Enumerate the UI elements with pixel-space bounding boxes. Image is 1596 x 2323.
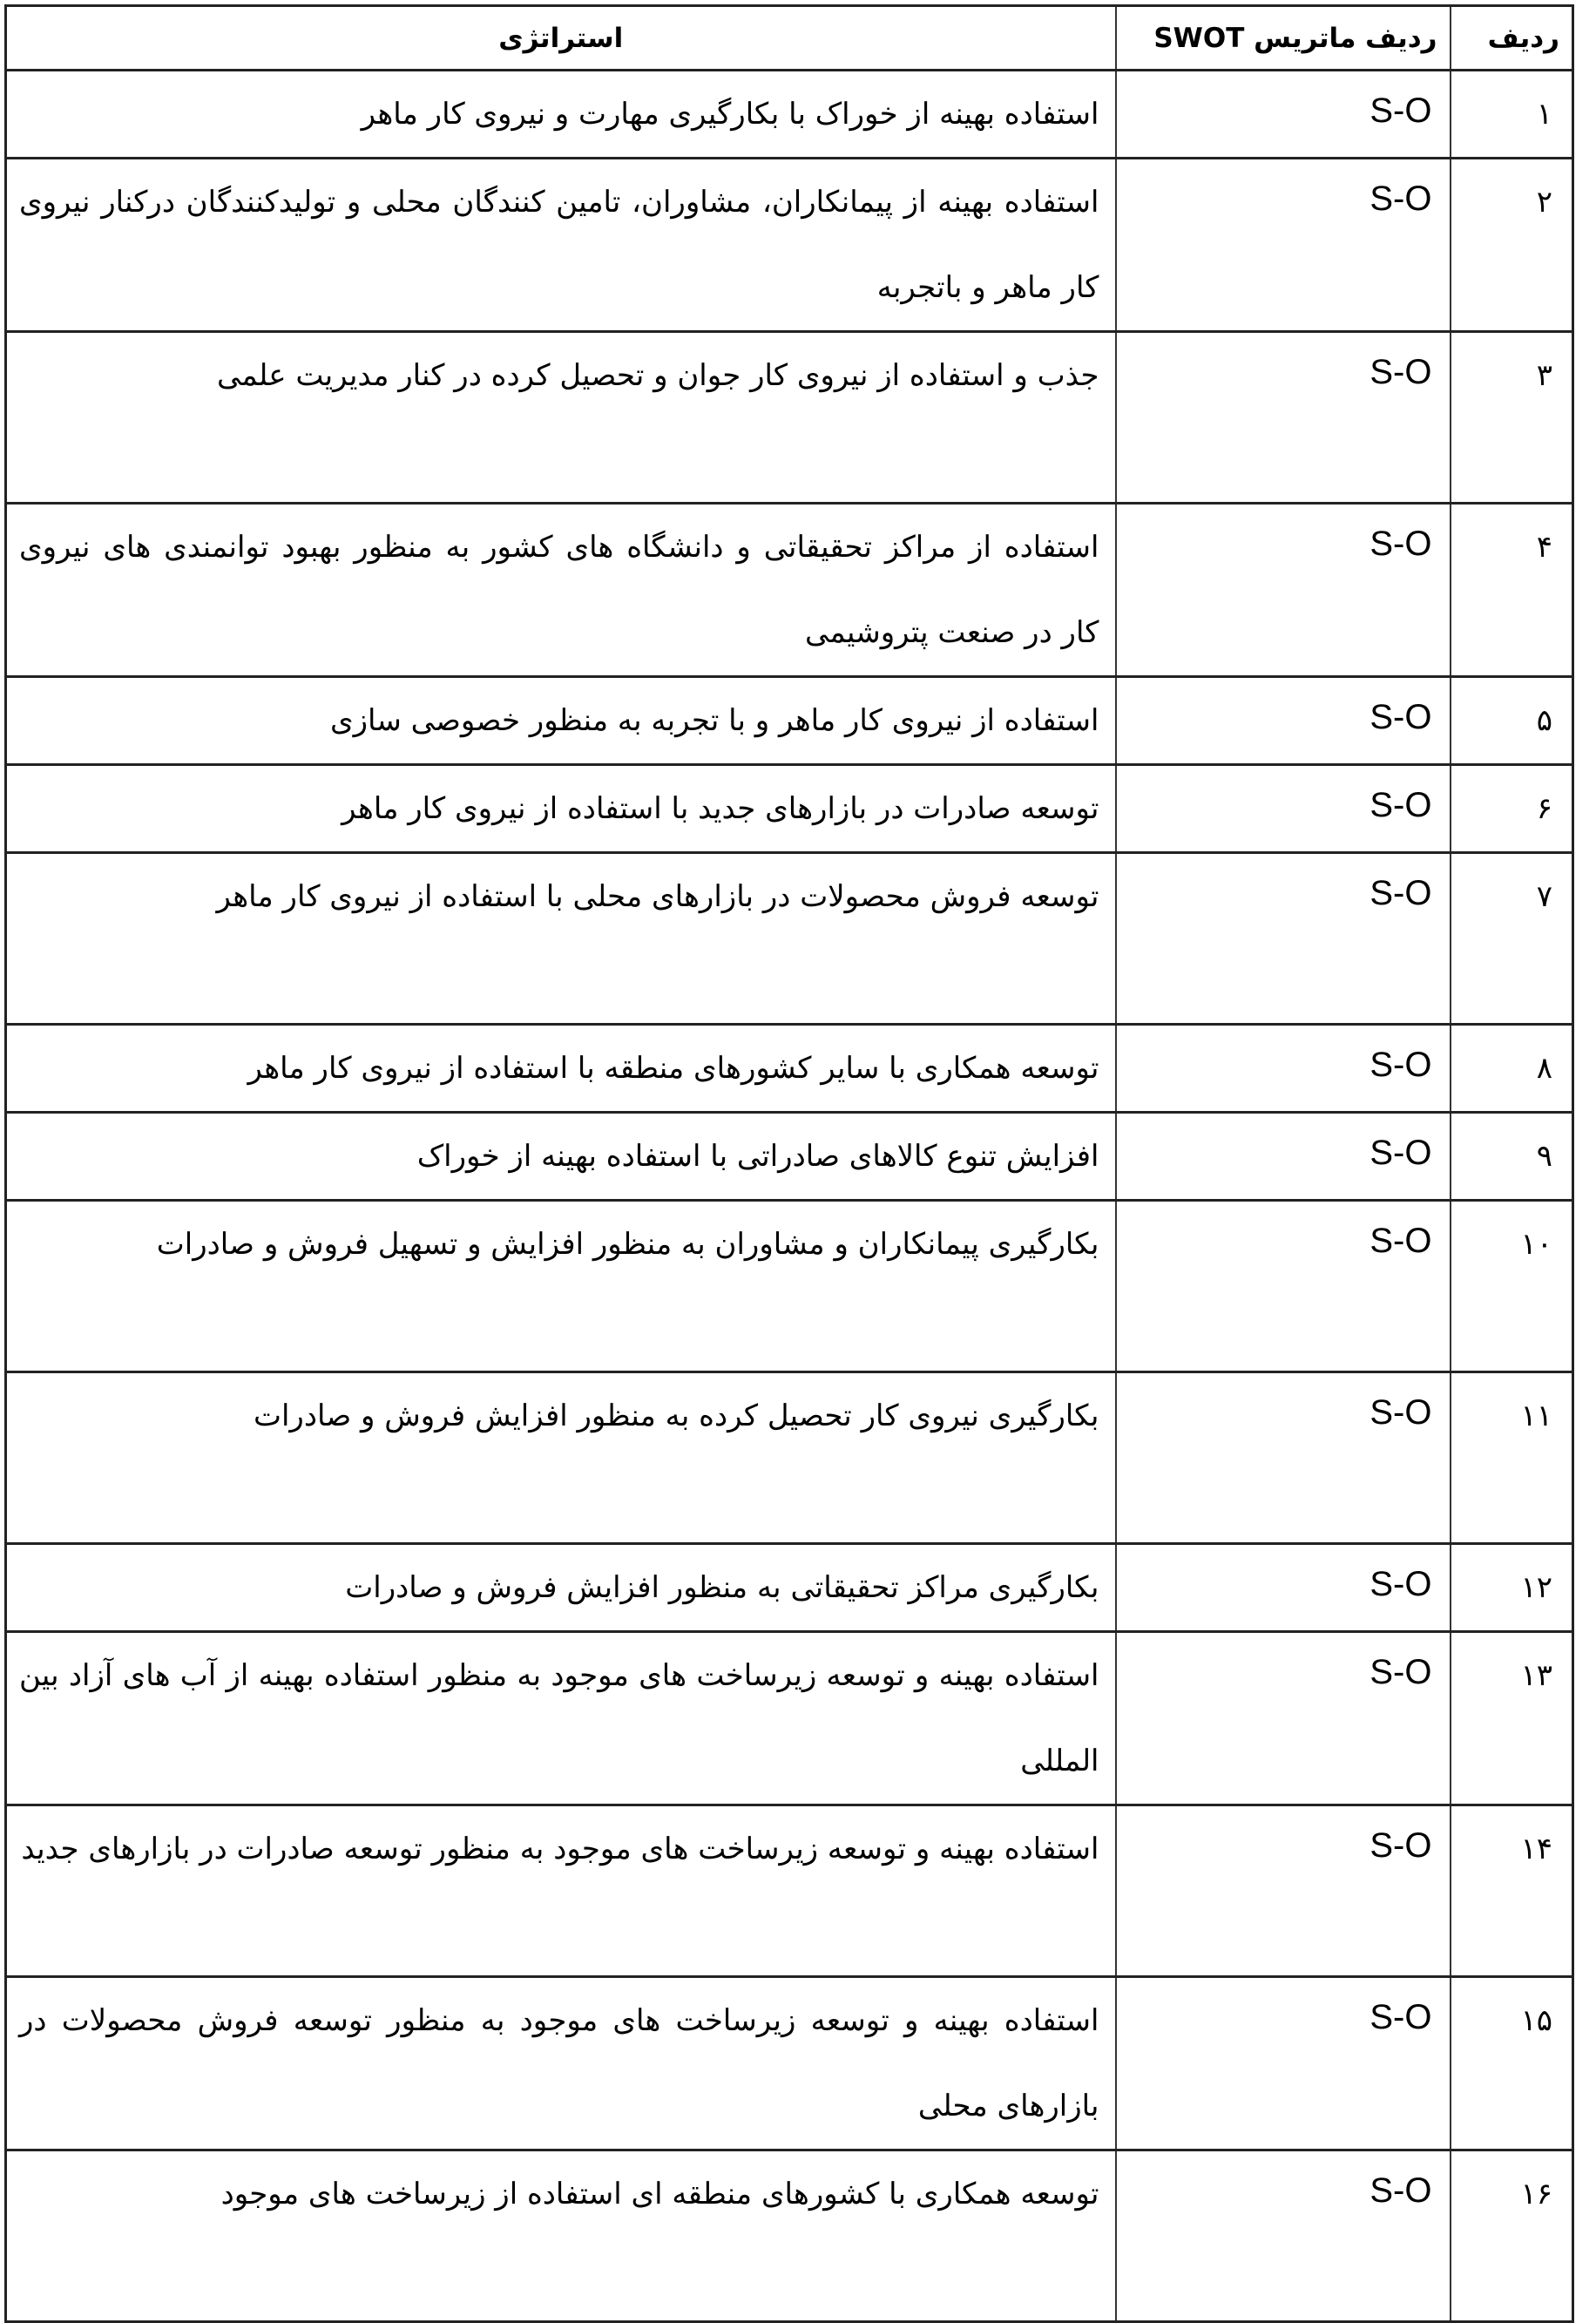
table-row — [6, 765, 1573, 853]
header-strategy: استراتژی — [6, 6, 1116, 71]
swot-cell: S-O — [1116, 765, 1451, 853]
row-number-cell: ۸ — [1451, 1025, 1573, 1113]
strategy-cell: استفاده بهینه و توسعه زیرساخت های موجود به منظور استفاده بهینه از آب های آزاد بین المللی — [6, 1632, 1116, 1805]
header-swot-row: ردیف ماتریس SWOT — [1116, 6, 1451, 71]
row-number-cell: ۲ — [1451, 159, 1573, 332]
swot-cell: S-O — [1116, 853, 1451, 1025]
row-number-cell: ۱۶ — [1451, 2150, 1573, 2322]
row-number-cell: ۱ — [1451, 71, 1573, 159]
swot-cell: S-O — [1116, 332, 1451, 504]
table-row — [6, 1201, 1573, 1372]
strategy-cell: افزایش تنوع کالاهای صادراتی با استفاده بهینه از خوراک — [6, 1113, 1116, 1201]
swot-cell: S-O — [1116, 1201, 1451, 1372]
table-row — [6, 504, 1573, 677]
table-row — [6, 1977, 1573, 2150]
row-number-cell: ۳ — [1451, 332, 1573, 504]
header-row — [6, 6, 1573, 71]
swot-cell: S-O — [1116, 71, 1451, 159]
swot-cell: S-O — [1116, 2150, 1451, 2322]
swot-cell: S-O — [1116, 1805, 1451, 1977]
strategy-cell: استفاده بهینه از پیمانکاران، مشاوران، تامین کنندگان محلی و تولیدکنندگان درکنار نیروی کار ماهر و باتجربه — [6, 159, 1116, 332]
row-number-cell: ۶ — [1451, 765, 1573, 853]
swot-cell: S-O — [1116, 504, 1451, 677]
row-number-cell: ۱۴ — [1451, 1805, 1573, 1977]
strategy-cell: استفاده از مراکز تحقیقاتی و دانشگاه های کشور به منظور بهبود توانمندی های نیروی کار در صنعت پتروشیمی — [6, 504, 1116, 677]
swot-strategy-table — [4, 4, 1574, 2323]
table-row — [6, 1372, 1573, 1544]
strategy-cell: جذب و استفاده از نیروی کار جوان و تحصیل کرده در کنار مدیریت علمی — [6, 332, 1116, 504]
swot-cell: S-O — [1116, 1544, 1451, 1632]
swot-cell: S-O — [1116, 159, 1451, 332]
table-row — [6, 677, 1573, 765]
strategy-cell: بکارگیری نیروی کار تحصیل کرده به منظور افزایش فروش و صادرات — [6, 1372, 1116, 1544]
table-row — [6, 1025, 1573, 1113]
table-row — [6, 1544, 1573, 1632]
table-row — [6, 853, 1573, 1025]
row-number-cell: ۹ — [1451, 1113, 1573, 1201]
strategy-cell: توسعه فروش محصولات در بازارهای محلی با استفاده از نیروی کار ماهر — [6, 853, 1116, 1025]
strategy-cell: توسعه همکاری با کشورهای منطقه ای استفاده از زیرساخت های موجود — [6, 2150, 1116, 2322]
table-row — [6, 332, 1573, 504]
strategy-cell: استفاده بهینه و توسعه زیرساخت های موجود به منظور توسعه صادرات در بازارهای جدید — [6, 1805, 1116, 1977]
strategy-cell: بکارگیری مراکز تحقیقاتی به منظور افزایش فروش و صادرات — [6, 1544, 1116, 1632]
table-row — [6, 1805, 1573, 1977]
table-header — [6, 6, 1573, 71]
row-number-cell: ۵ — [1451, 677, 1573, 765]
table-row — [6, 71, 1573, 159]
row-number-cell: ۴ — [1451, 504, 1573, 677]
table-body — [6, 71, 1573, 2322]
table-row — [6, 159, 1573, 332]
strategy-cell: استفاده بهینه و توسعه زیرساخت های موجود به منظور توسعه فروش محصولات در بازارهای محلی — [6, 1977, 1116, 2150]
row-number-cell: ۱۲ — [1451, 1544, 1573, 1632]
row-number-cell: ۷ — [1451, 853, 1573, 1025]
row-number-cell: ۱۰ — [1451, 1201, 1573, 1372]
table-row — [6, 2150, 1573, 2322]
strategy-cell: استفاده از نیروی کار ماهر و با تجربه به منظور خصوصی سازی — [6, 677, 1116, 765]
strategy-cell: توسعه همکاری با سایر کشورهای منطقه با استفاده از نیروی کار ماهر — [6, 1025, 1116, 1113]
table-row — [6, 1113, 1573, 1201]
swot-cell: S-O — [1116, 1372, 1451, 1544]
swot-cell: S-O — [1116, 1025, 1451, 1113]
row-number-cell: ۱۵ — [1451, 1977, 1573, 2150]
row-number-cell: ۱۱ — [1451, 1372, 1573, 1544]
swot-cell: S-O — [1116, 1632, 1451, 1805]
swot-cell: S-O — [1116, 1113, 1451, 1201]
swot-cell: S-O — [1116, 1977, 1451, 2150]
table-row — [6, 1632, 1573, 1805]
strategy-cell: استفاده بهینه از خوراک با بکارگیری مهارت و نیروی کار ماهر — [6, 71, 1116, 159]
header-row-number: ردیف — [1451, 6, 1573, 71]
strategy-cell: توسعه صادرات در بازارهای جدید با استفاده از نیروی کار ماهر — [6, 765, 1116, 853]
swot-cell: S-O — [1116, 677, 1451, 765]
strategy-cell: بکارگیری پیمانکاران و مشاوران به منظور افزایش و تسهیل فروش و صادرات — [6, 1201, 1116, 1372]
row-number-cell: ۱۳ — [1451, 1632, 1573, 1805]
